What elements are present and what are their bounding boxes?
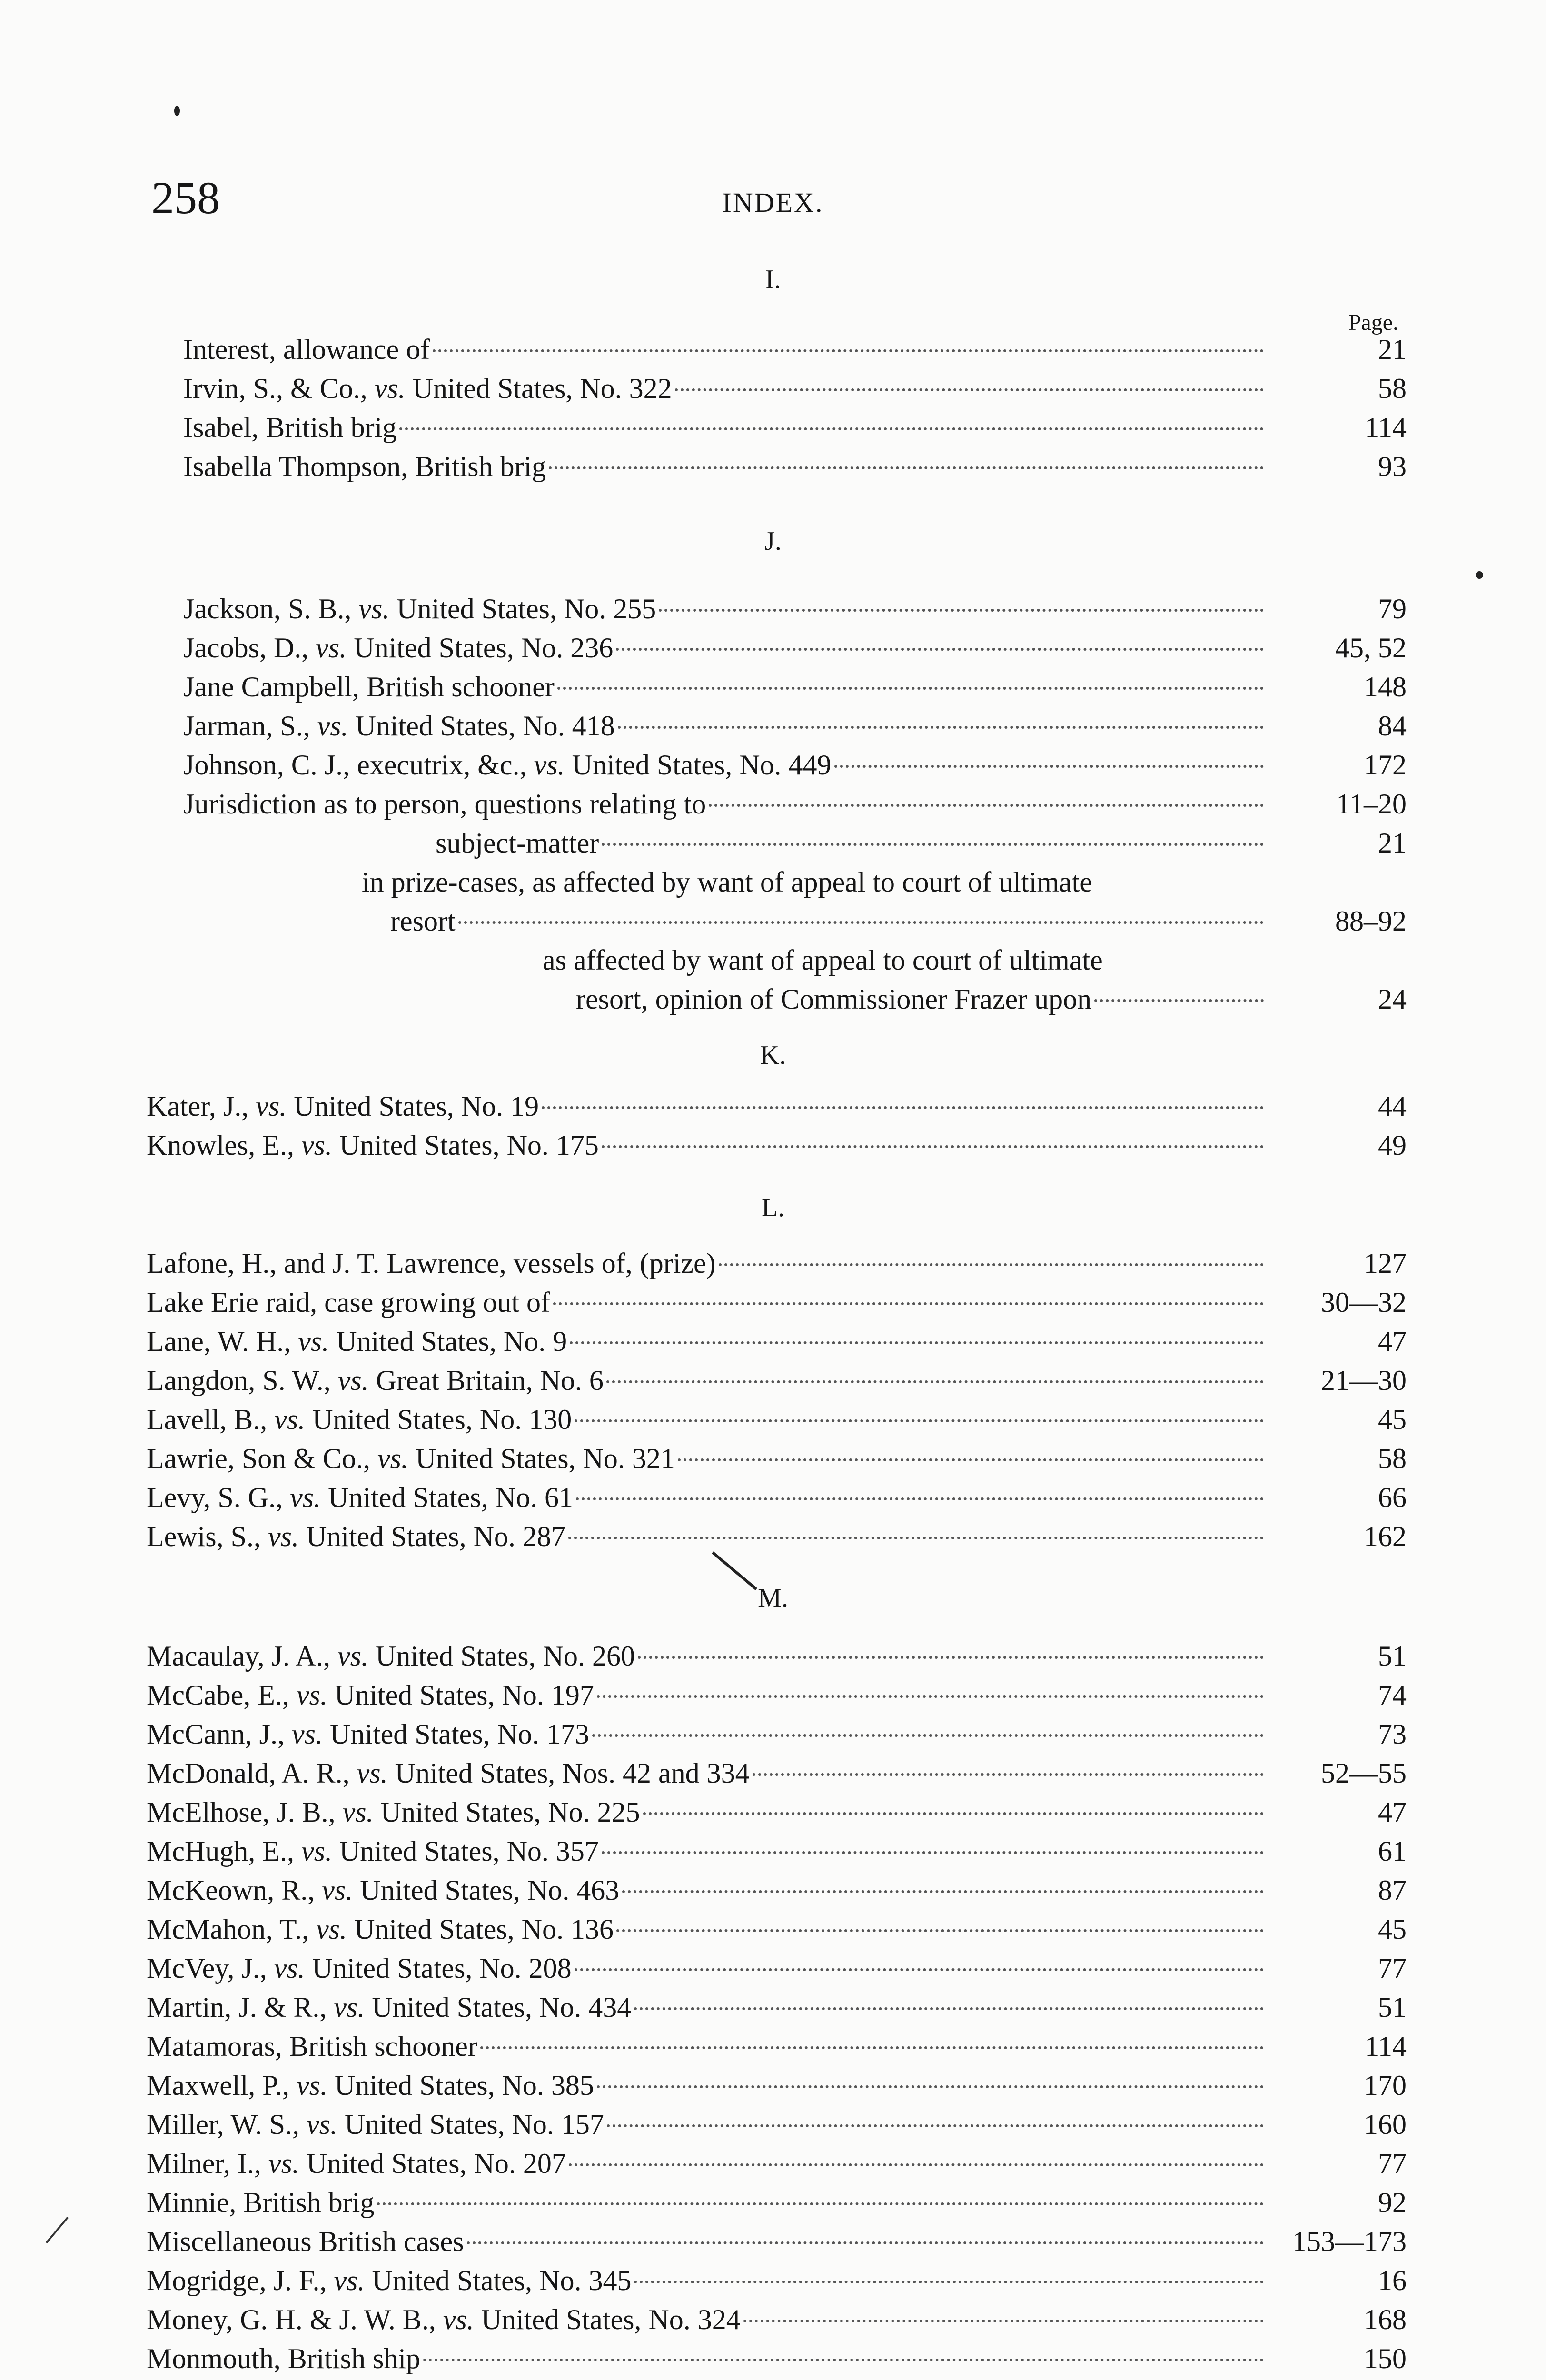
index-entry	[183, 593, 1407, 632]
dot-leader	[575, 1968, 1264, 1971]
index-entry	[147, 1403, 1407, 1442]
dot-leader	[549, 466, 1264, 469]
entry-page-ref: 168	[1364, 2304, 1407, 2335]
entry-page-ref: 51	[1378, 1640, 1407, 1672]
index-entry	[147, 1129, 1407, 1168]
entry-page-ref: 93	[1378, 451, 1407, 482]
entry-text: McMahon, T., vs. United States, No. 136	[147, 1914, 614, 1945]
entry-page-ref: 87	[1378, 1874, 1407, 1906]
index-entry	[147, 2147, 1407, 2186]
dot-leader	[570, 1341, 1264, 1344]
entry-text: Miscellaneous British cases	[147, 2226, 464, 2257]
ink-speck	[174, 106, 180, 116]
entry-text: Kater, J., vs. United States, No. 19	[147, 1091, 539, 1122]
dot-leader	[576, 1497, 1264, 1500]
dot-leader	[618, 726, 1264, 729]
index-entry	[183, 411, 1407, 450]
ink-stroke	[46, 2217, 69, 2243]
entry-page-ref: 88–92	[1335, 905, 1407, 937]
entry-text: Matamoras, British schooner	[147, 2031, 477, 2062]
dot-leader	[709, 804, 1264, 807]
entry-text: Macaulay, J. A., vs. United States, No. 260	[147, 1640, 635, 1672]
dot-leader	[622, 1890, 1264, 1893]
entry-text: McCabe, E., vs. United States, No. 197	[147, 1679, 594, 1711]
entry-text: McCann, J., vs. United States, No. 173	[147, 1718, 589, 1750]
dot-leader	[557, 687, 1264, 690]
entry-page-ref: 44	[1378, 1091, 1407, 1122]
entry-text: Minnie, British brig	[147, 2187, 375, 2218]
index-entry	[183, 372, 1407, 411]
page-column-header: Page.	[1348, 310, 1398, 335]
entry-text: in prize-cases, as affected by want of appeal to court of ultimate	[362, 866, 1092, 898]
section-letter: L.	[761, 1193, 785, 1222]
entry-text: Lake Erie raid, case growing out of	[147, 1287, 550, 1318]
index-entry	[147, 2186, 1407, 2225]
entry-page-ref: 114	[1365, 412, 1407, 443]
entry-text: Miller, W. S., vs. United States, No. 157	[147, 2109, 604, 2140]
dot-leader	[575, 1419, 1264, 1422]
entry-page-ref: 79	[1378, 593, 1407, 625]
index-entry	[147, 1835, 1407, 1874]
dot-leader	[606, 1380, 1264, 1383]
entry-page-ref: 150	[1364, 2343, 1407, 2374]
dot-leader	[616, 1929, 1264, 1932]
dot-leader	[542, 1106, 1264, 1109]
index-entry	[147, 1874, 1407, 1913]
index-entry	[147, 2030, 1407, 2069]
index-entry	[147, 2108, 1407, 2147]
dot-leader	[719, 1263, 1264, 1266]
entry-text: Jackson, S. B., vs. United States, No. 255	[183, 593, 656, 625]
dot-leader	[597, 1695, 1264, 1698]
dot-leader	[678, 1458, 1264, 1461]
entry-text: Maxwell, P., vs. United States, No. 385	[147, 2070, 594, 2101]
entry-page-ref: 74	[1378, 1679, 1407, 1711]
index-entry	[183, 710, 1407, 749]
entry-text: Lavell, B., vs. United States, No. 130	[147, 1404, 572, 1435]
dot-leader	[634, 2007, 1264, 2010]
section-letter: M.	[758, 1583, 788, 1613]
index-entry	[147, 1991, 1407, 2030]
index-entry	[147, 1090, 1407, 1129]
entry-text: Johnson, C. J., executrix, &c., vs. United States, No. 449	[183, 749, 832, 781]
index-entry	[147, 1679, 1407, 1718]
index-entry	[147, 1796, 1407, 1835]
entry-page-ref: 47	[1378, 1326, 1407, 1357]
entry-page-ref: 21—30	[1321, 1365, 1407, 1396]
index-entry	[543, 944, 1407, 983]
index-entry	[362, 866, 1407, 905]
index-entry	[147, 1718, 1407, 1757]
entry-text: McVey, J., vs. United States, No. 208	[147, 1953, 572, 1984]
index-entry	[147, 1520, 1407, 1559]
index-entry	[183, 333, 1407, 372]
entry-text: subject-matter	[436, 827, 599, 859]
index-entry	[147, 1952, 1407, 1991]
index-entry	[147, 1325, 1407, 1364]
dot-leader	[377, 2202, 1264, 2205]
index-entry	[147, 2069, 1407, 2108]
entry-page-ref: 58	[1378, 373, 1407, 404]
entry-page-ref: 24	[1378, 983, 1407, 1015]
dot-leader	[753, 1773, 1264, 1776]
index-entry	[576, 983, 1407, 1022]
index-entry	[183, 632, 1407, 671]
entry-page-ref: 16	[1378, 2265, 1407, 2296]
entry-text: Jarman, S., vs. United States, No. 418	[183, 710, 615, 742]
dot-leader	[607, 2124, 1264, 2127]
dot-leader	[659, 609, 1264, 612]
entry-text: McKeown, R., vs. United States, No. 463	[147, 1874, 620, 1906]
entry-text: Monmouth, British ship	[147, 2343, 421, 2374]
entry-text: McDonald, A. R., vs. United States, Nos. 42 and 334	[147, 1757, 750, 1789]
entry-page-ref: 172	[1364, 749, 1407, 781]
entry-text: Jane Campbell, British schooner	[183, 671, 555, 703]
dot-leader	[553, 1302, 1264, 1305]
section-letter: J.	[764, 526, 782, 556]
entry-text: Jacobs, D., vs. United States, No. 236	[183, 632, 614, 664]
dot-leader	[433, 349, 1264, 352]
dot-leader	[602, 1145, 1264, 1148]
ink-speck	[1476, 571, 1483, 579]
entry-text: McHugh, E., vs. United States, No. 357	[147, 1835, 599, 1867]
index-entry	[147, 1364, 1407, 1403]
entry-text: Interest, allowance of	[183, 334, 430, 365]
entry-page-ref: 45	[1378, 1914, 1407, 1945]
entry-page-ref: 114	[1365, 2031, 1407, 2062]
dot-leader	[458, 921, 1264, 924]
entry-text: Irvin, S., & Co., vs. United States, No. 322	[183, 373, 672, 404]
entry-page-ref: 148	[1364, 671, 1407, 703]
entry-page-ref: 73	[1378, 1718, 1407, 1750]
entry-page-ref: 127	[1364, 1248, 1407, 1279]
entry-text: Mogridge, J. F., vs. United States, No. 345	[147, 2265, 632, 2296]
dot-leader	[480, 2046, 1264, 2049]
index-entry	[147, 2303, 1407, 2342]
dot-leader	[423, 2359, 1264, 2361]
index-entry	[183, 671, 1407, 710]
dot-leader	[568, 1537, 1264, 1539]
dot-leader	[743, 2320, 1264, 2322]
entry-page-ref: 61	[1378, 1835, 1407, 1867]
index-entry	[147, 1913, 1407, 1952]
index-entry	[183, 450, 1407, 489]
entry-text: as affected by want of appeal to court of ultimate	[543, 944, 1103, 976]
entry-text: Lawrie, Son & Co., vs. United States, No. 321	[147, 1443, 675, 1474]
entry-text: Langdon, S. W., vs. Great Britain, No. 6	[147, 1365, 604, 1396]
dot-leader	[602, 843, 1264, 846]
entry-text: Isabel, British brig	[183, 412, 397, 443]
dot-leader	[834, 765, 1264, 768]
dot-leader	[597, 2085, 1264, 2088]
entry-page-ref: 30—32	[1321, 1287, 1407, 1318]
dot-leader	[569, 2163, 1264, 2166]
entry-text: Money, G. H. & J. W. B., vs. United States, No. 324	[147, 2304, 741, 2335]
dot-leader	[675, 388, 1264, 391]
entry-text: Martin, J. & R., vs. United States, No. 434	[147, 1992, 632, 2023]
entry-page-ref: 153—173	[1292, 2226, 1407, 2257]
index-entry	[147, 2225, 1407, 2264]
entry-text: Lafone, H., and J. T. Lawrence, vessels of, (prize)	[147, 1248, 716, 1279]
entry-text: Jurisdiction as to person, questions relating to	[183, 788, 706, 820]
index-entry	[390, 905, 1407, 944]
entry-text: Lane, W. H., vs. United States, No. 9	[147, 1326, 567, 1357]
page-number: 258	[151, 172, 220, 223]
index-entry	[183, 788, 1407, 827]
index-entry	[147, 1481, 1407, 1520]
entry-page-ref: 45	[1378, 1404, 1407, 1435]
entry-text: McElhose, J. B., vs. United States, No. 225	[147, 1796, 640, 1828]
index-entry	[147, 1286, 1407, 1325]
dot-leader	[592, 1734, 1264, 1737]
section-letter: K.	[760, 1041, 786, 1070]
entry-text: resort	[390, 905, 456, 937]
index-entry	[147, 2264, 1407, 2303]
entry-page-ref: 66	[1378, 1482, 1407, 1513]
dot-leader	[399, 427, 1264, 430]
index-entry	[183, 749, 1407, 788]
page-title: INDEX.	[722, 187, 824, 218]
entry-text: resort, opinion of Commissioner Frazer upon	[576, 983, 1092, 1015]
entry-text: Milner, I., vs. United States, No. 207	[147, 2148, 566, 2179]
index-entry	[147, 1442, 1407, 1481]
dot-leader	[602, 1851, 1264, 1854]
entry-page-ref: 21	[1378, 334, 1407, 365]
entry-text: Lewis, S., vs. United States, No. 287	[147, 1521, 565, 1552]
entry-text: Isabella Thompson, British brig	[183, 451, 546, 482]
index-entry	[147, 2342, 1407, 2380]
entry-page-ref: 51	[1378, 1992, 1407, 2023]
entry-page-ref: 58	[1378, 1443, 1407, 1474]
entry-page-ref: 77	[1378, 1953, 1407, 1984]
dot-leader	[467, 2241, 1264, 2244]
index-entry	[147, 1247, 1407, 1286]
entry-page-ref: 160	[1364, 2109, 1407, 2140]
entry-page-ref: 47	[1378, 1796, 1407, 1828]
entry-page-ref: 52—55	[1321, 1757, 1407, 1789]
section-letter: I.	[765, 265, 781, 294]
entry-page-ref: 162	[1364, 1521, 1407, 1552]
entry-page-ref: 49	[1378, 1130, 1407, 1161]
dot-leader	[616, 648, 1264, 651]
entry-page-ref: 45, 52	[1335, 632, 1407, 664]
entry-page-ref: 77	[1378, 2148, 1407, 2179]
entry-page-ref: 84	[1378, 710, 1407, 742]
entry-text: Knowles, E., vs. United States, No. 175	[147, 1130, 599, 1161]
dot-leader	[1094, 999, 1264, 1002]
dot-leader	[643, 1812, 1264, 1815]
index-entry	[147, 1640, 1407, 1679]
entry-page-ref: 21	[1378, 827, 1407, 859]
index-entry	[436, 827, 1407, 866]
entry-page-ref: 170	[1364, 2070, 1407, 2101]
dot-leader	[634, 2281, 1264, 2283]
dot-leader	[638, 1656, 1264, 1659]
entry-page-ref: 92	[1378, 2187, 1407, 2218]
entry-page-ref: 11–20	[1336, 788, 1407, 820]
index-entry	[147, 1757, 1407, 1796]
entry-text: Levy, S. G., vs. United States, No. 61	[147, 1482, 574, 1513]
